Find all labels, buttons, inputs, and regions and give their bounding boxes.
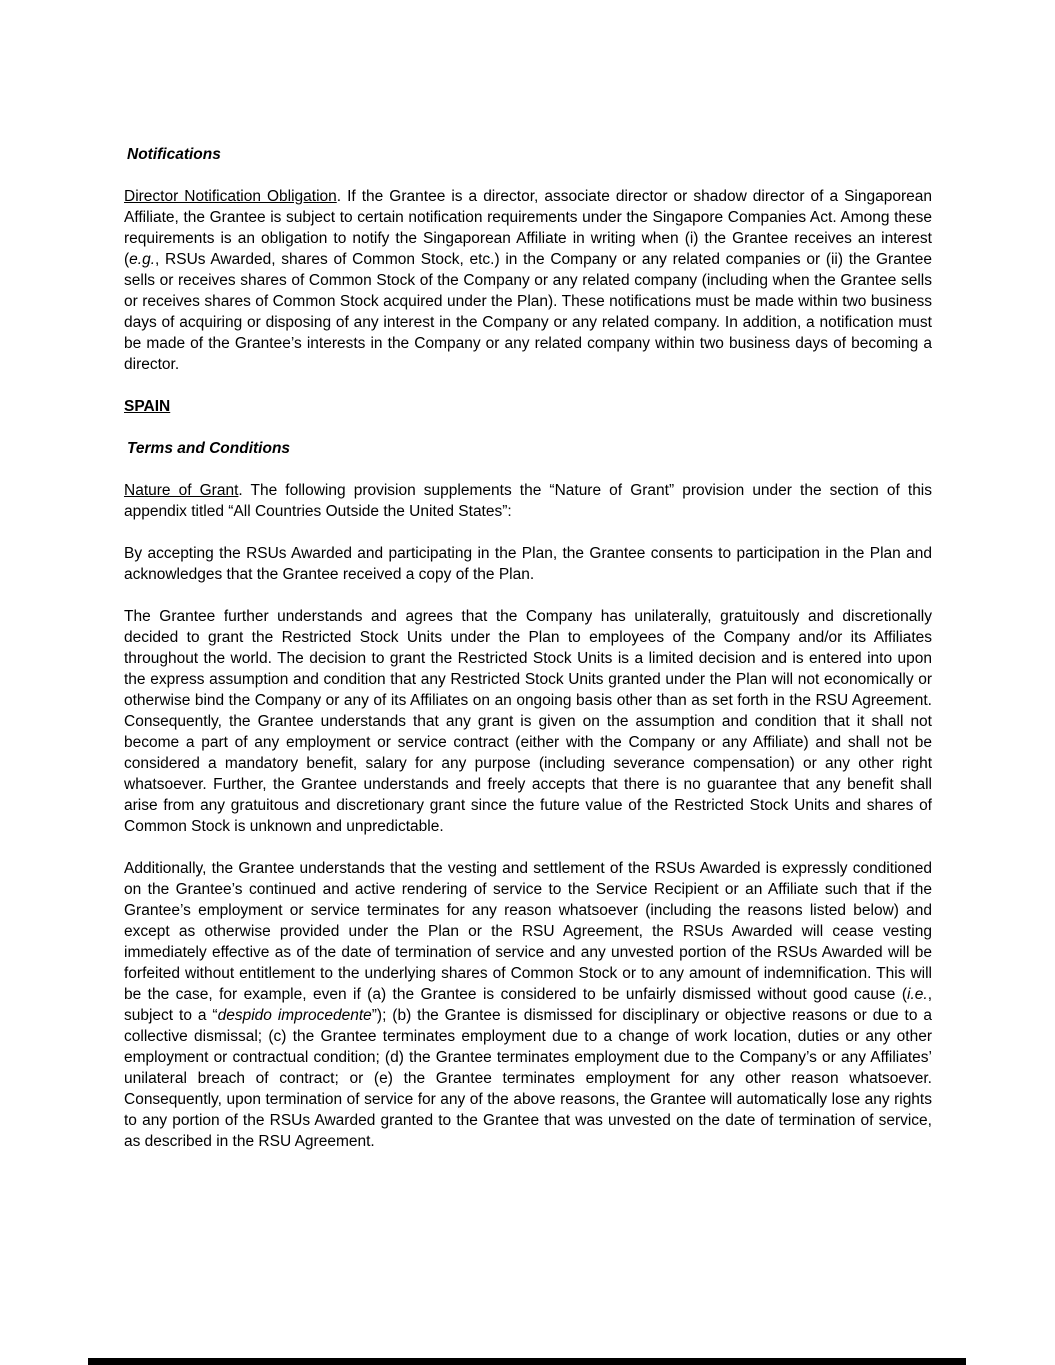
text-segment: Nature of Grant [124,482,239,499]
text-segment: Director Notification Obligation [124,188,337,205]
paragraph-nature-of-grant [124,480,932,522]
document-content [124,144,932,1173]
heading-spain: SPAIN [124,398,171,415]
text-segment: . The following provision supplements the “Nature of Grant” provision under the section of this appendix titled “All Countries Outside the United States”: [124,482,933,520]
text-segment: ”); (b) the Grantee is dismissed for disciplinary or objective reasons or due to a collective dismissal; (c) the Grantee terminates employment due to a change of work location, duties or any other employment or contractual condition; (d) the Grantee terminates employment due to the Company’s or any Affiliates’ unilateral breach of contract; or (e) the Grantee terminates employment for any other reason whatsoever. Consequently, upon termination of service for any of the above reasons, the Grantee will automatically lose any rights to any portion of the RSUs Awarded granted to the Grantee that was unvested on the date of termination of service, as described in the RSU Agreement. [124,1007,932,1150]
text-segment: , subject to a “ [124,986,932,1024]
text-segment: , RSUs Awarded, shares of Common Stock, etc.) in the Company or any related companies or (ii) the Grantee sells or receives shares of Common Stock of the Company or any related company (including when the Grantee sells or receives shares of Common Stock acquired under the Plan). These notifications must be made within two business days of acquiring or disposing of any interest in the Company or any related company. In addition, a notification must be made of the Grantee’s interests in the Company or any related company within two business days of becoming a director. [124,251,932,373]
text-segment: despido improcedente [217,1007,372,1024]
heading-terms-and-conditions: Terms and Conditions [127,440,291,457]
text-segment: Additionally, the Grantee understands that the vesting and settlement of the RSUs Awarded is expressly conditioned on the Grantee’s continued and active rendering of service to the Service Recipient or an Affiliate such that if the Grantee’s employment or service terminates for any reason whatsoever (including the reasons listed below) and except as otherwise provided under the Plan or the RSU Agreement, the RSUs Awarded will cease vesting immediately effective as of the date of termination of service and any unvested portion of the RSUs Awarded will be forfeited without entitlement to the underlying shares of Common Stock or to any amount of indemnification. This will be the case, for example, even if (a) the Grantee is considered to be unfairly dismissed without good cause ( [124,860,932,1003]
heading-notifications: Notifications [127,146,221,163]
paragraph-further-understands: The Grantee further understands and agrees that the Company has unilaterally, gratuitously and discretionally decided to grant the Restricted Stock Units under the Plan to employees of the Company and/or its Affiliates throughout the world. The decision to grant the Restricted Stock Units is a limited decision and is entered into upon the express assumption and condition that any Restricted Stock Units granted under the Plan will not economically or otherwise bind the Company or any of its Affiliates on an ongoing basis other than as set forth in the RSU Agreement. Consequently, the Grantee understands that any grant is given on the assumption and condition that it shall not become a part of any employment or service contract (either with the Company or any Affiliate) and shall not be considered a mandatory benefit, salary for any purpose (including severance compensation) or any other right whatsoever. Further, the Grantee understands and freely accepts that there is no guarantee that any benefit shall arise from any gratuitous and discretionary grant since the future value of the Restricted Stock Units and shares of Common Stock is unknown and unpredictable. [124,608,932,835]
text-segment: . If the Grantee is a director, associate director or shadow director of a Singaporean Affiliate, the Grantee is subject to certain notification requirements under the Singapore Companies Act. Among these requirements is an obligation to notify the Singaporean Affiliate in writing when (i) the Grantee receives an interest ( [124,188,932,268]
page-bottom-divider [88,1358,966,1365]
paragraph-vesting-conditions [124,858,932,1152]
text-segment: i.e. [907,986,928,1003]
text-segment: e.g. [129,251,156,268]
paragraph-accepting-rsus: By accepting the RSUs Awarded and participating in the Plan, the Grantee consents to participation in the Plan and acknowledges that the Grantee received a copy of the Plan. [124,545,932,583]
paragraph-director-notification-obligation [124,186,932,375]
